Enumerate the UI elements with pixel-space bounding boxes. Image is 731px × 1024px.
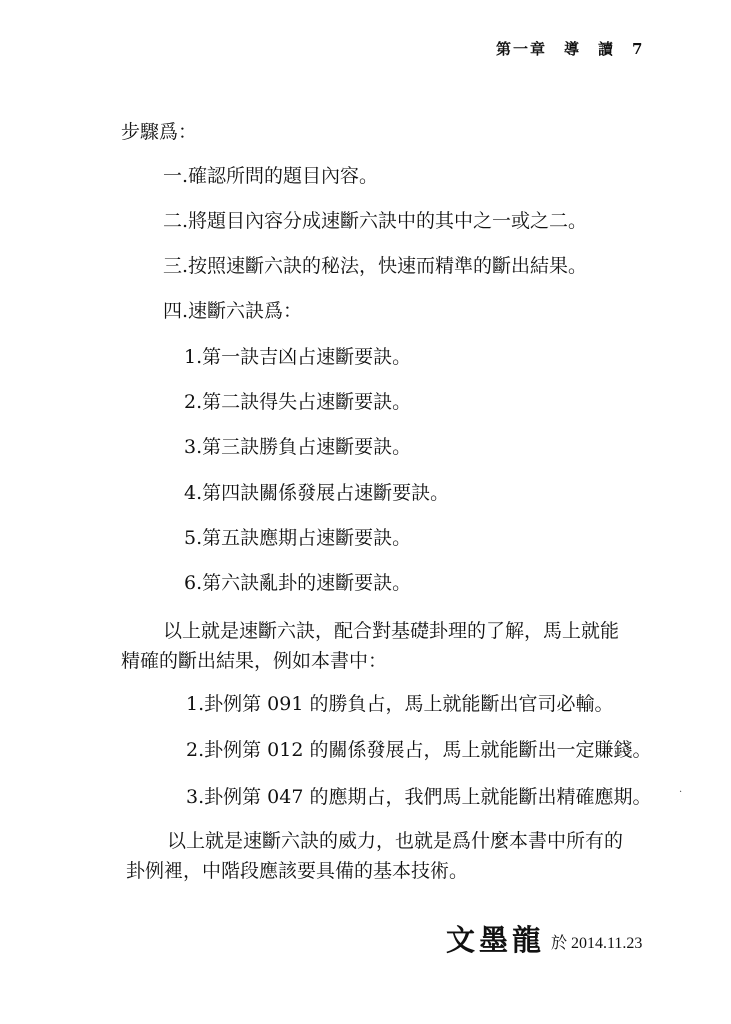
paragraph-line: 精確的斷出結果，例如本書中： [121, 650, 388, 672]
secret-item: 3.第三訣勝負占速斷要訣。 [184, 436, 412, 458]
step-item: 二.將題目內容分成速斷六訣中的其中之一或之二。 [163, 210, 588, 232]
secret-item: 6.第六訣亂卦的速斷要訣。 [184, 572, 412, 594]
secret-item: 2.第二訣得失占速斷要訣。 [184, 391, 412, 413]
secret-item: 5.第五訣應期占速斷要訣。 [184, 527, 412, 549]
paragraph-line: 以上就是速斷六訣的威力，也就是爲什麼本書中所有的 [167, 830, 624, 852]
paragraph-line: 以上就是速斷六訣，配合對基礎卦理的了解，馬上就能 [163, 620, 620, 642]
author-signature: 文墨龍 [446, 923, 546, 957]
secret-item: 4.第四訣關係發展占速斷要訣。 [184, 482, 450, 504]
step-item: 三.按照速斷六訣的秘法，快速而精準的斷出結果。 [163, 255, 588, 277]
signature-date: 於 2014.11.23 [551, 935, 643, 952]
example-item: 2.卦例第 012 的關係發展占，馬上就能斷出一定賺錢。 [186, 739, 652, 761]
example-item: 1.卦例第 091 的勝負占，馬上就能斷出官司必輸。 [186, 693, 614, 715]
page-header: 第一章 導 讀 7 [496, 40, 645, 58]
secret-item: 1.第一訣吉凶占速斷要訣。 [184, 346, 412, 368]
step-item: 一.確認所問的題目內容。 [163, 165, 379, 187]
stray-mark: · [679, 787, 683, 798]
step-item: 四.速斷六訣爲： [163, 300, 303, 322]
paragraph-line: 卦例裡，中階段應該要具備的基本技術。 [126, 860, 469, 882]
steps-intro: 步驟爲： [121, 121, 198, 143]
example-item: 3.卦例第 047 的應期占，我們馬上就能斷出精確應期。 [186, 786, 652, 808]
